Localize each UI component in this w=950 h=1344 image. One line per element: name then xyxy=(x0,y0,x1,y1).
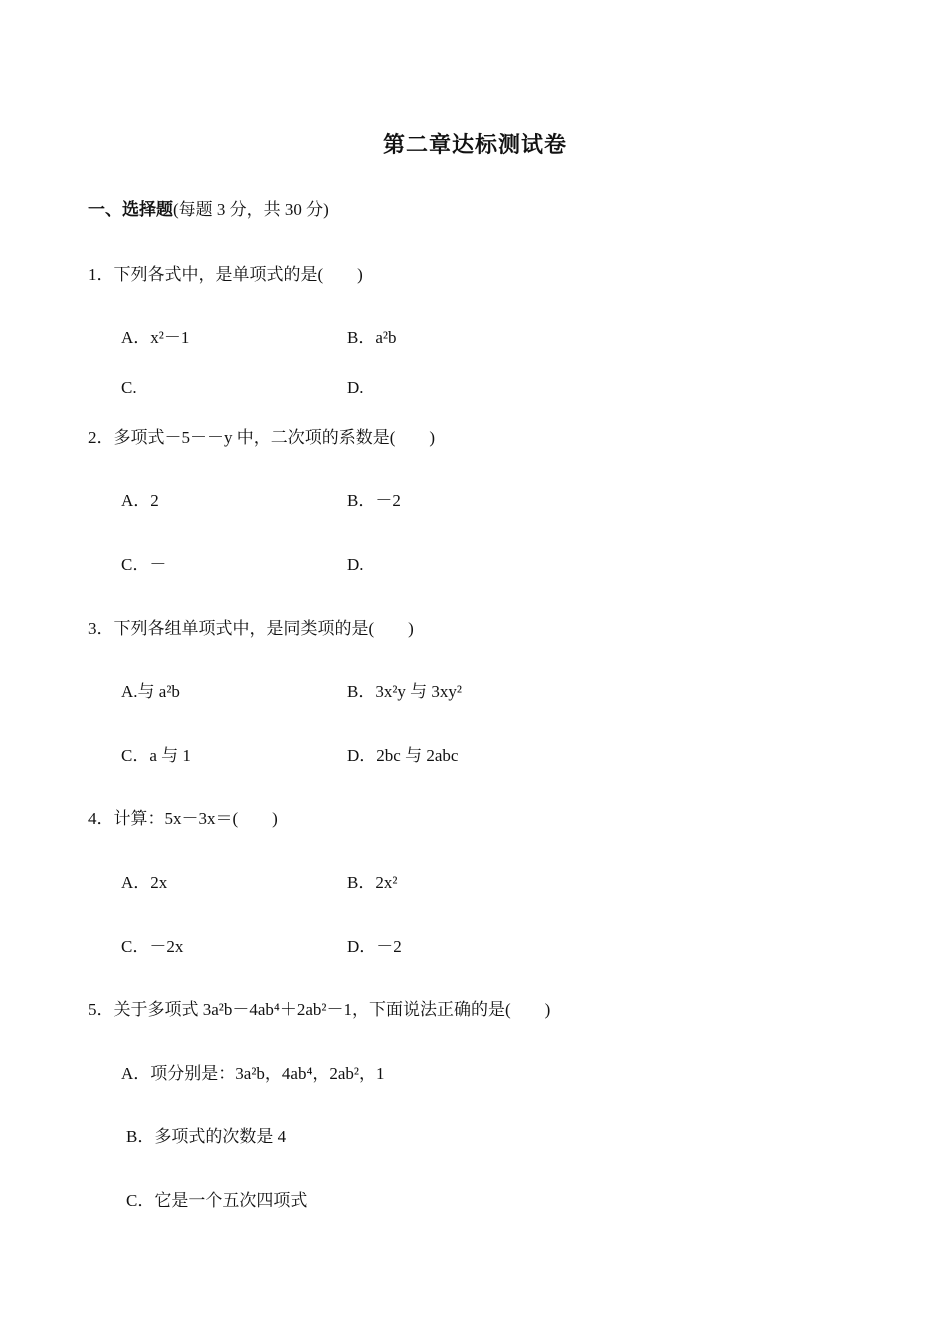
q1-option-b: B．a²b xyxy=(347,328,397,347)
question-1 xyxy=(88,263,363,287)
q4-option-c: C．－2x xyxy=(121,937,184,956)
q5-option-c: C．它是一个五次四项式 xyxy=(126,1191,308,1210)
question-text: 计算：5x－3x＝( ) xyxy=(113,809,278,828)
question-text: 下列各组单项式中，是同类项的是( ) xyxy=(113,619,414,638)
q1-option-d: D. xyxy=(347,378,364,397)
q5-option-a: A．项分别是：3a²b，4ab⁴，2ab²，1 xyxy=(121,1064,385,1083)
question-text: 下列各式中，是单项式的是( ) xyxy=(113,265,363,284)
q2-option-c: C．－ xyxy=(121,555,167,574)
question-2 xyxy=(88,426,435,450)
q3-option-c: C．a 与 1 xyxy=(121,746,191,765)
q4-option-d: D．－2 xyxy=(347,937,402,956)
q3-option-b: B．3x²y 与 3xy² xyxy=(347,682,463,701)
question-number: 2． xyxy=(88,428,114,447)
q2-option-b: B．－2 xyxy=(347,491,401,510)
q4-option-b: B．2x² xyxy=(347,873,398,892)
question-text: 关于多项式 3a²b－4ab⁴＋2ab²－1，下面说法正确的是( ) xyxy=(113,1000,551,1019)
section-label: 一、选择题 xyxy=(88,200,173,220)
q3-option-d: D．2bc 与 2abc xyxy=(347,746,459,765)
question-4 xyxy=(88,807,278,831)
section-heading xyxy=(88,198,329,222)
question-number: 1． xyxy=(88,265,114,284)
question-text: 多项式－5－－y 中，二次项的系数是( ) xyxy=(113,428,436,447)
q2-option-a: A．2 xyxy=(121,491,159,510)
question-number: 4． xyxy=(88,809,114,828)
question-5 xyxy=(88,998,550,1022)
page-title: 第二章达标测试卷 xyxy=(382,133,567,158)
q4-option-a: A．2x xyxy=(121,873,168,892)
question-number: 3． xyxy=(88,619,114,638)
section-note: (每题 3 分，共 30 分) xyxy=(173,200,329,219)
q1-option-c: C. xyxy=(121,378,137,397)
q1-option-a: A．x²－1 xyxy=(121,328,190,347)
q3-option-a: A.与 a²b xyxy=(121,682,180,701)
question-number: 5． xyxy=(88,1000,114,1019)
question-3 xyxy=(88,617,414,641)
q5-option-b: B．多项式的次数是 4 xyxy=(126,1127,287,1146)
q2-option-d: D. xyxy=(347,555,364,574)
